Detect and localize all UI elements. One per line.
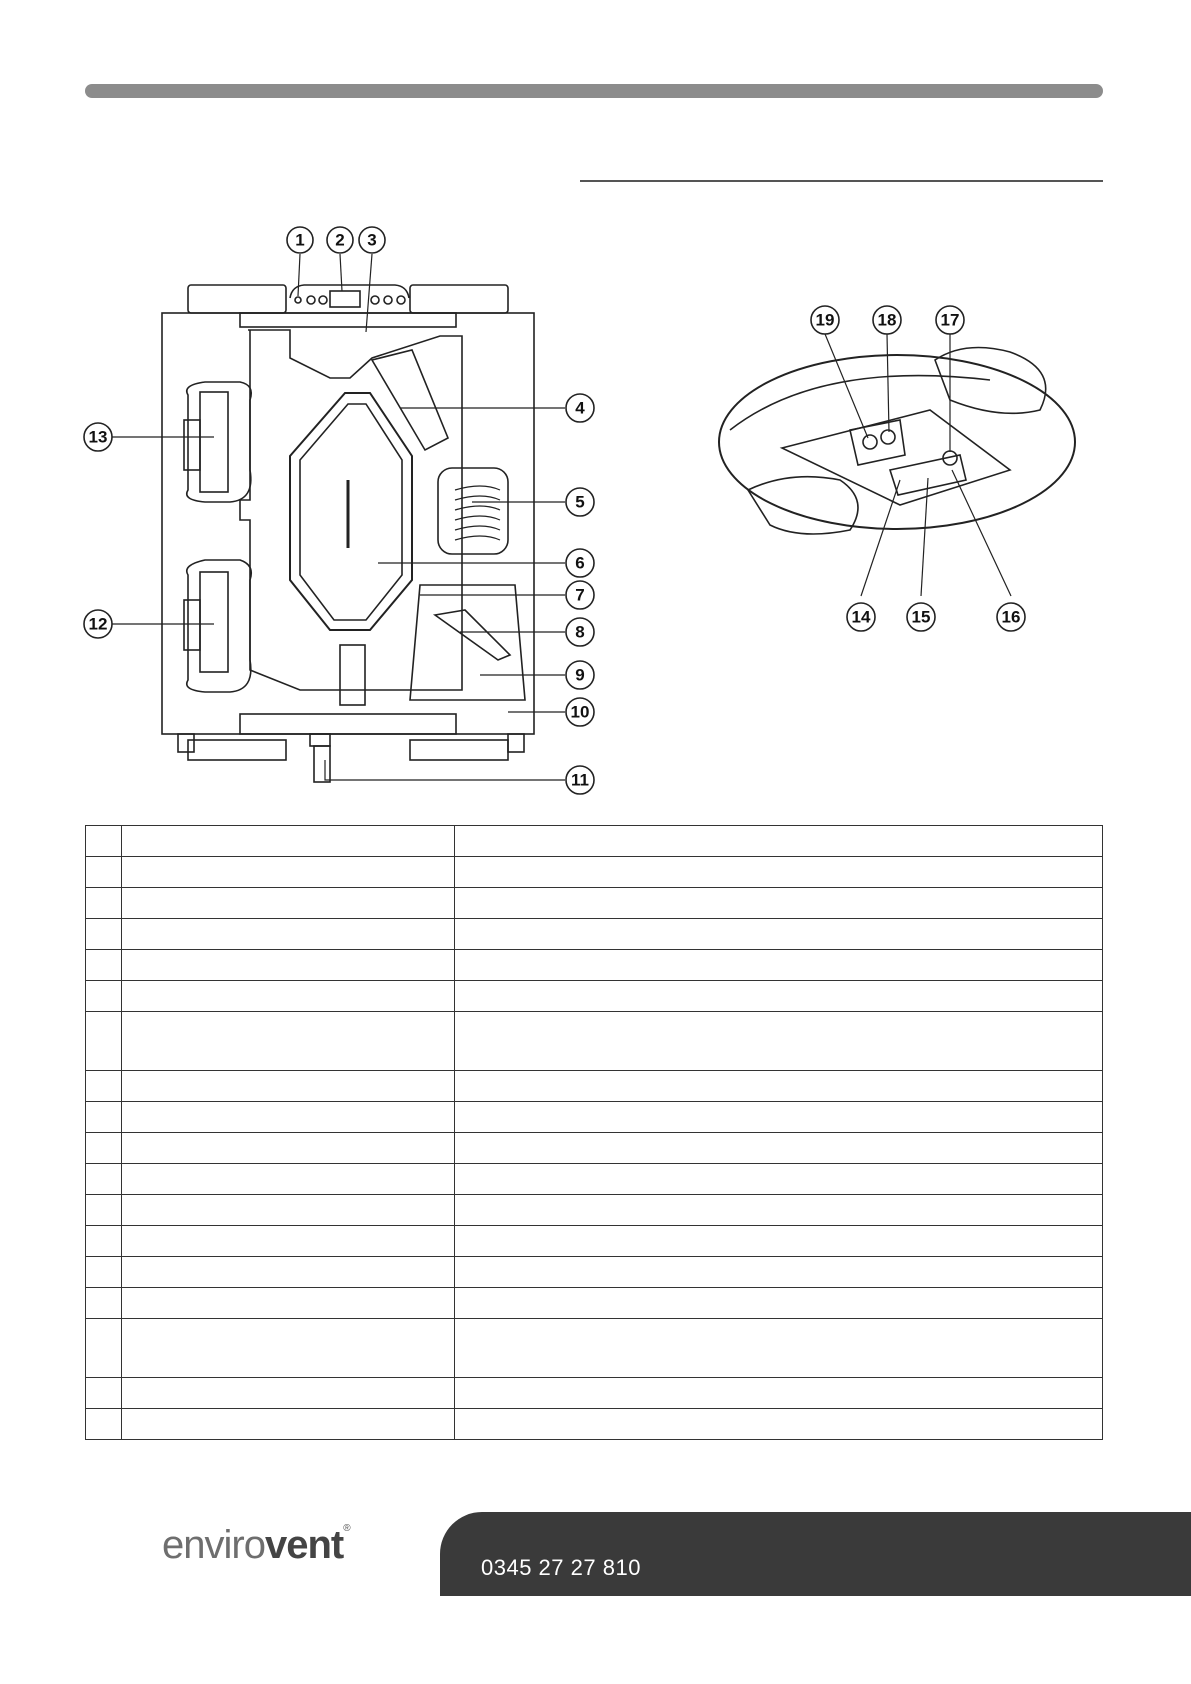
svg-text:10: 10 <box>570 702 590 722</box>
table-row <box>86 888 1103 919</box>
table-row <box>86 1102 1103 1133</box>
callout-8 <box>566 618 594 646</box>
table-row <box>86 981 1103 1012</box>
magnified-detail <box>719 348 1075 535</box>
table-row <box>86 1012 1103 1071</box>
table-cell-desc <box>455 1409 1103 1440</box>
table-row <box>86 1164 1103 1195</box>
svg-text:5: 5 <box>575 492 585 512</box>
table-cell-desc <box>455 1102 1103 1133</box>
table-cell-desc <box>455 1226 1103 1257</box>
callout-11 <box>566 766 594 794</box>
callout-12 <box>84 610 112 638</box>
svg-text:8: 8 <box>575 622 585 642</box>
table-cell-num <box>86 1226 122 1257</box>
svg-text:12: 12 <box>88 614 108 634</box>
table-cell-name <box>122 919 455 950</box>
table-cell-num <box>86 857 122 888</box>
svg-text:1: 1 <box>295 230 305 250</box>
table-cell-name <box>122 1319 455 1378</box>
table-cell-desc <box>455 950 1103 981</box>
svg-text:2: 2 <box>335 230 345 250</box>
condensate-drain <box>314 746 330 782</box>
logo-bold-text: vent <box>264 1523 344 1567</box>
table-row <box>86 1195 1103 1226</box>
table-cell-name <box>122 1288 455 1319</box>
callout-7 <box>566 581 594 609</box>
table-cell-num <box>86 1288 122 1319</box>
table-cell-desc <box>455 1378 1103 1409</box>
table-cell-desc <box>455 826 1103 857</box>
table-cell-num <box>86 1133 122 1164</box>
bypass-compartment <box>410 585 525 700</box>
svg-text:4: 4 <box>575 398 585 418</box>
table-cell-num <box>86 1257 122 1288</box>
svg-text:6: 6 <box>575 553 585 573</box>
table-cell-name <box>122 981 455 1012</box>
logo-registered-mark: ® <box>343 1523 350 1534</box>
table-cell-desc <box>455 1133 1103 1164</box>
table-cell-num <box>86 981 122 1012</box>
callout-4 <box>566 394 594 422</box>
table-cell-num <box>86 826 122 857</box>
svg-text:3: 3 <box>367 230 377 250</box>
table-cell-name <box>122 1102 455 1133</box>
table-row <box>86 1226 1103 1257</box>
table-cell-num <box>86 919 122 950</box>
table-cell-desc <box>455 1195 1103 1226</box>
unit-diagram <box>0 0 1191 820</box>
footer-band <box>440 1512 1191 1596</box>
table-row <box>86 1071 1103 1102</box>
table-row <box>86 1409 1103 1440</box>
table-cell-name <box>122 1409 455 1440</box>
table-cell-num <box>86 1378 122 1409</box>
svg-text:16: 16 <box>1001 607 1021 627</box>
callout-5 <box>566 488 594 516</box>
svg-text:7: 7 <box>575 585 585 605</box>
table-row <box>86 1257 1103 1288</box>
table-cell-name <box>122 1226 455 1257</box>
table-row <box>86 1288 1103 1319</box>
table-row <box>86 826 1103 857</box>
table-cell-name <box>122 1195 455 1226</box>
envirovent-logo <box>162 1523 350 1568</box>
table-cell-name <box>122 857 455 888</box>
table-cell-num <box>86 1164 122 1195</box>
table-cell-name <box>122 1012 455 1071</box>
table-cell-num <box>86 1195 122 1226</box>
table-row <box>86 857 1103 888</box>
table-cell-num <box>86 888 122 919</box>
table-row <box>86 1378 1103 1409</box>
table-cell-name <box>122 1164 455 1195</box>
table-cell-num <box>86 1102 122 1133</box>
parts-table <box>85 825 1103 1440</box>
svg-text:13: 13 <box>88 427 108 447</box>
table-cell-num <box>86 1319 122 1378</box>
display-window <box>330 291 360 307</box>
callout-10 <box>566 698 594 726</box>
callout-2 <box>327 227 353 253</box>
table-cell-num <box>86 1409 122 1440</box>
table-cell-desc <box>455 1012 1103 1071</box>
heat-exchanger <box>290 393 412 630</box>
callout-14 <box>847 603 875 631</box>
svg-text:19: 19 <box>815 310 835 330</box>
table-cell-desc <box>455 1164 1103 1195</box>
heating-coil <box>438 468 508 554</box>
table-cell-name <box>122 1071 455 1102</box>
table-cell-desc <box>455 1288 1103 1319</box>
table-row <box>86 919 1103 950</box>
table-cell-desc <box>455 857 1103 888</box>
table-cell-name <box>122 826 455 857</box>
callout-18 <box>873 306 901 334</box>
table-cell-desc <box>455 919 1103 950</box>
callout-13 <box>84 423 112 451</box>
svg-text:11: 11 <box>571 770 589 790</box>
table-cell-num <box>86 950 122 981</box>
callout-1 <box>287 227 313 253</box>
fan-upper <box>187 382 251 502</box>
table-row <box>86 1133 1103 1164</box>
table-cell-desc <box>455 1071 1103 1102</box>
table-cell-num <box>86 1012 122 1071</box>
callout-6 <box>566 549 594 577</box>
callout-9 <box>566 661 594 689</box>
callout-19 <box>811 306 839 334</box>
table-row <box>86 950 1103 981</box>
svg-text:15: 15 <box>911 607 931 627</box>
table-cell-desc <box>455 1257 1103 1288</box>
callout-16 <box>997 603 1025 631</box>
callout-17 <box>936 306 964 334</box>
table-cell-num <box>86 1071 122 1102</box>
svg-text:17: 17 <box>940 310 960 330</box>
table-cell-name <box>122 1133 455 1164</box>
svg-text:9: 9 <box>575 665 585 685</box>
table-cell-name <box>122 1378 455 1409</box>
phone-number: 0345 27 27 810 <box>481 1555 641 1580</box>
table-row <box>86 1319 1103 1378</box>
table-cell-name <box>122 888 455 919</box>
svg-text:14: 14 <box>851 607 871 627</box>
table-cell-desc <box>455 1319 1103 1378</box>
logo-light-text: enviro <box>162 1523 265 1567</box>
table-cell-desc <box>455 888 1103 919</box>
table-cell-desc <box>455 981 1103 1012</box>
svg-text:18: 18 <box>877 310 897 330</box>
callout-3 <box>359 227 385 253</box>
table-cell-name <box>122 1257 455 1288</box>
table-cell-name <box>122 950 455 981</box>
callout-15 <box>907 603 935 631</box>
